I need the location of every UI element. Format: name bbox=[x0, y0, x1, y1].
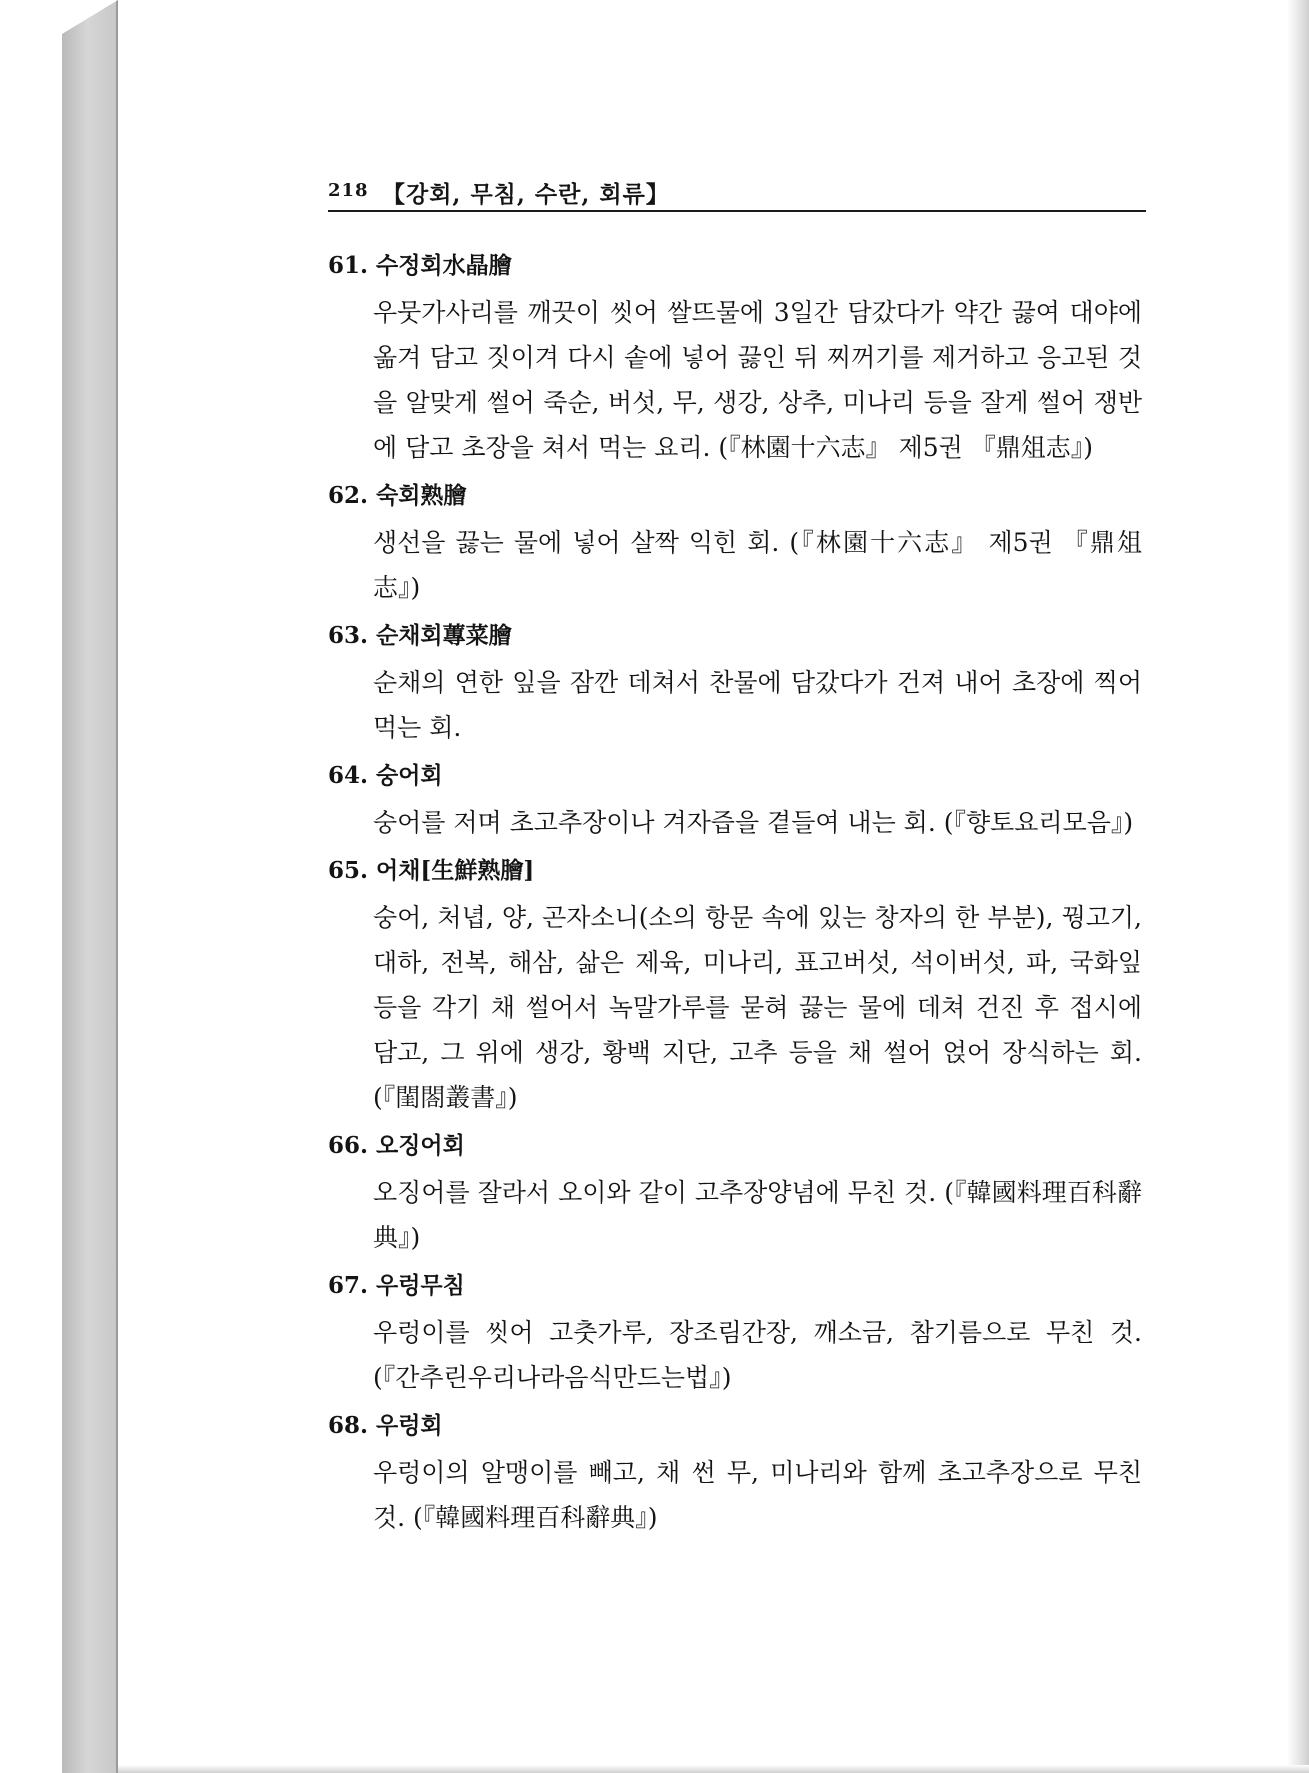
entry-body: 순채의 연한 잎을 잠깐 데쳐서 찬물에 담갔다가 건져 내어 초장에 찍어 먹는 회. bbox=[373, 668, 1142, 742]
entry-heading bbox=[328, 1406, 1142, 1446]
entry-number: 67. bbox=[328, 1272, 369, 1299]
entry-heading bbox=[328, 246, 1142, 286]
entry-body: 우뭇가사리를 깨끗이 씻어 쌀뜨물에 3일간 담갔다가 약간 끓여 대야에 옮겨 담고 짓이겨 다시 솥에 넣어 끓인 뒤 찌꺼기를 제거하고 응고된 것을 알맞게 썰어 죽순, 버섯, 무, 생강, 상추, 미나리 등을 잘게 썰어 쟁반에 담고 초장을 쳐서 먹는 요리. (『林園十六志』 제5권 『鼎俎志』) bbox=[373, 298, 1142, 462]
entry-heading bbox=[328, 1266, 1142, 1306]
entry-body: 우렁이의 알맹이를 빼고, 채 썬 무, 미나리와 함께 초고추장으로 무친 것. (『韓國料理百科辭典』) bbox=[373, 1458, 1142, 1532]
entry-number: 66. bbox=[328, 1132, 369, 1159]
entry-title: 숭어회 bbox=[376, 762, 443, 789]
entry-title: 숙회熟膾 bbox=[376, 482, 467, 509]
entry-64 bbox=[328, 756, 1142, 845]
entry-63 bbox=[328, 616, 1142, 750]
entry-title: 오징어회 bbox=[376, 1132, 465, 1159]
entry-heading bbox=[328, 851, 1142, 891]
entry-body: 숭어, 처녑, 양, 곤자소니(소의 항문 속에 있는 창자의 한 부분), 꿩고기, 대하, 전복, 해삼, 삶은 제육, 미나리, 표고버섯, 석이버섯, 파, 국화잎 등을 각기 채 썰어서 녹말가루를 묻혀 끓는 물에 데쳐 건진 후 접시에 담고, 그 위에 생강, 황백 지단, 고추 등을 채 썰어 얹어 장식하는 회. (『閨閤叢書』) bbox=[373, 903, 1142, 1112]
entry-body: 우렁이를 씻어 고춧가루, 장조림간장, 깨소금, 참기름으로 무친 것. (『간추린우리나라음식만드는법』) bbox=[373, 1318, 1142, 1392]
entry-number: 63. bbox=[328, 622, 369, 649]
entry-list bbox=[328, 246, 1142, 1546]
entry-heading bbox=[328, 1126, 1142, 1166]
entry-67 bbox=[328, 1266, 1142, 1400]
entry-number: 62. bbox=[328, 482, 369, 509]
entry-body: 생선을 끓는 물에 넣어 살짝 익힌 회. (『林園十六志』 제5권 『鼎俎志』) bbox=[373, 528, 1142, 602]
entry-66 bbox=[328, 1126, 1142, 1260]
page-header bbox=[328, 176, 1146, 212]
entry-title: 순채회蓴菜膾 bbox=[376, 622, 512, 649]
entry-heading bbox=[328, 616, 1142, 656]
page-number: 218 bbox=[328, 180, 369, 201]
entry-title: 우렁무침 bbox=[376, 1272, 465, 1299]
entry-heading bbox=[328, 756, 1142, 796]
entry-title: 어채[生鮮熟膾] bbox=[376, 857, 535, 884]
entry-body: 숭어를 저며 초고추장이나 겨자즙을 곁들여 내는 회. (『향토요리모음』) bbox=[373, 808, 1134, 837]
entry-number: 68. bbox=[328, 1412, 369, 1439]
entry-number: 61. bbox=[328, 252, 369, 279]
running-title: 【강회, 무침, 수란, 회류】 bbox=[382, 181, 670, 208]
entry-number: 65. bbox=[328, 857, 369, 884]
book-page-edge bbox=[62, 0, 118, 1773]
entry-61 bbox=[328, 246, 1142, 470]
entry-68 bbox=[328, 1406, 1142, 1540]
entry-number: 64. bbox=[328, 762, 369, 789]
entry-body: 오징어를 잘라서 오이와 같이 고추장양념에 무친 것. (『韓國料理百科辭典』) bbox=[373, 1178, 1142, 1252]
page-bottom-edge bbox=[118, 1765, 1309, 1773]
entry-title: 수정회水晶膾 bbox=[376, 252, 512, 279]
entry-heading bbox=[328, 476, 1142, 516]
entry-title: 우렁회 bbox=[376, 1412, 443, 1439]
entry-65 bbox=[328, 851, 1142, 1120]
entry-62 bbox=[328, 476, 1142, 610]
page-shadow bbox=[1287, 0, 1309, 1773]
